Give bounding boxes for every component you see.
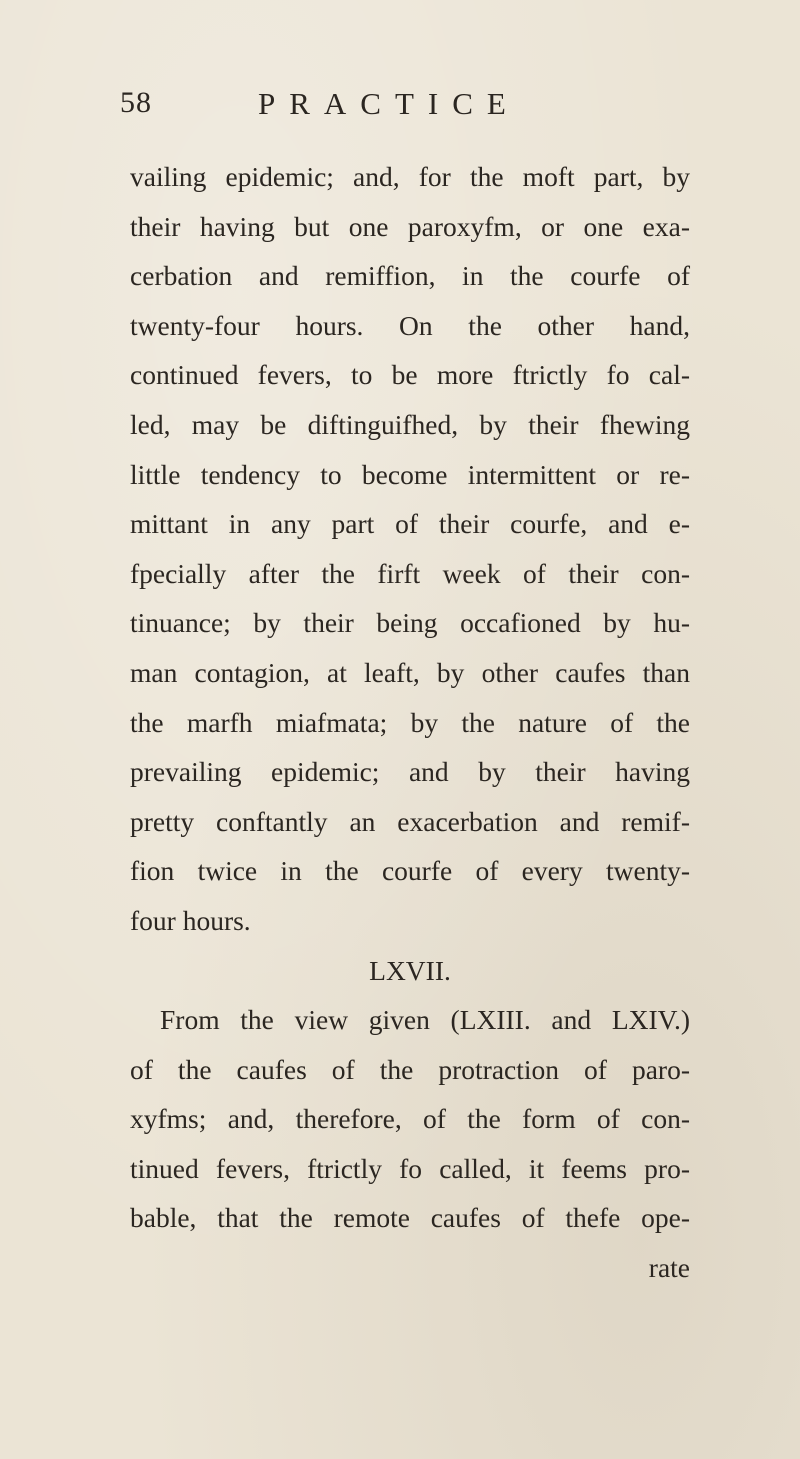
text-line: continued fevers, to be more ftrictly fo cal- — [130, 359, 690, 391]
text-line: fion twice in the courfe of every twenty- — [130, 855, 690, 887]
running-head: PRACTICE — [258, 86, 520, 121]
section-number: LXVII. — [369, 954, 451, 986]
text-line: cerbation and remiffion, in the courfe of — [130, 260, 690, 292]
page-header — [120, 86, 700, 126]
text-line: man contagion, at leaft, by other caufes than — [130, 656, 690, 688]
text-line: little tendency to become intermittent or re- — [130, 458, 690, 490]
text-line: the marfh miafmata; by the nature of the — [130, 706, 690, 738]
text-line: tinued fevers, ftrictly fo called, it feems pro- — [130, 1152, 690, 1184]
text-line: four hours. — [130, 904, 251, 936]
body-text — [130, 152, 690, 1293]
text-line: prevailing epidemic; and by their having — [130, 756, 690, 788]
text-line: fpecially after the firft week of their con- — [130, 557, 690, 589]
text-line: From the view given (LXIII. and LXIV.) — [160, 1004, 690, 1036]
text-line: led, may be diftinguifhed, by their fhewing — [130, 408, 690, 440]
text-line: xyfms; and, therefore, of the form of con- — [130, 1103, 690, 1135]
text-line: twenty-four hours. On the other hand, — [130, 309, 690, 341]
page-number: 58 — [120, 86, 152, 119]
text-line: their having but one paroxyfm, or one exa- — [130, 210, 690, 242]
catchword: rate — [648, 1252, 690, 1284]
text-line: of the caufes of the protraction of paro- — [130, 1053, 690, 1085]
text-line: tinuance; by their being occafioned by hu- — [130, 607, 690, 639]
text-line: vailing epidemic; and, for the moft part, by — [130, 161, 690, 192]
text-line: mittant in any part of their courfe, and e- — [130, 508, 690, 540]
text-line: bable, that the remote caufes of thefe ope- — [130, 1202, 690, 1234]
text-line: pretty conftantly an exacerbation and remif- — [130, 805, 690, 837]
